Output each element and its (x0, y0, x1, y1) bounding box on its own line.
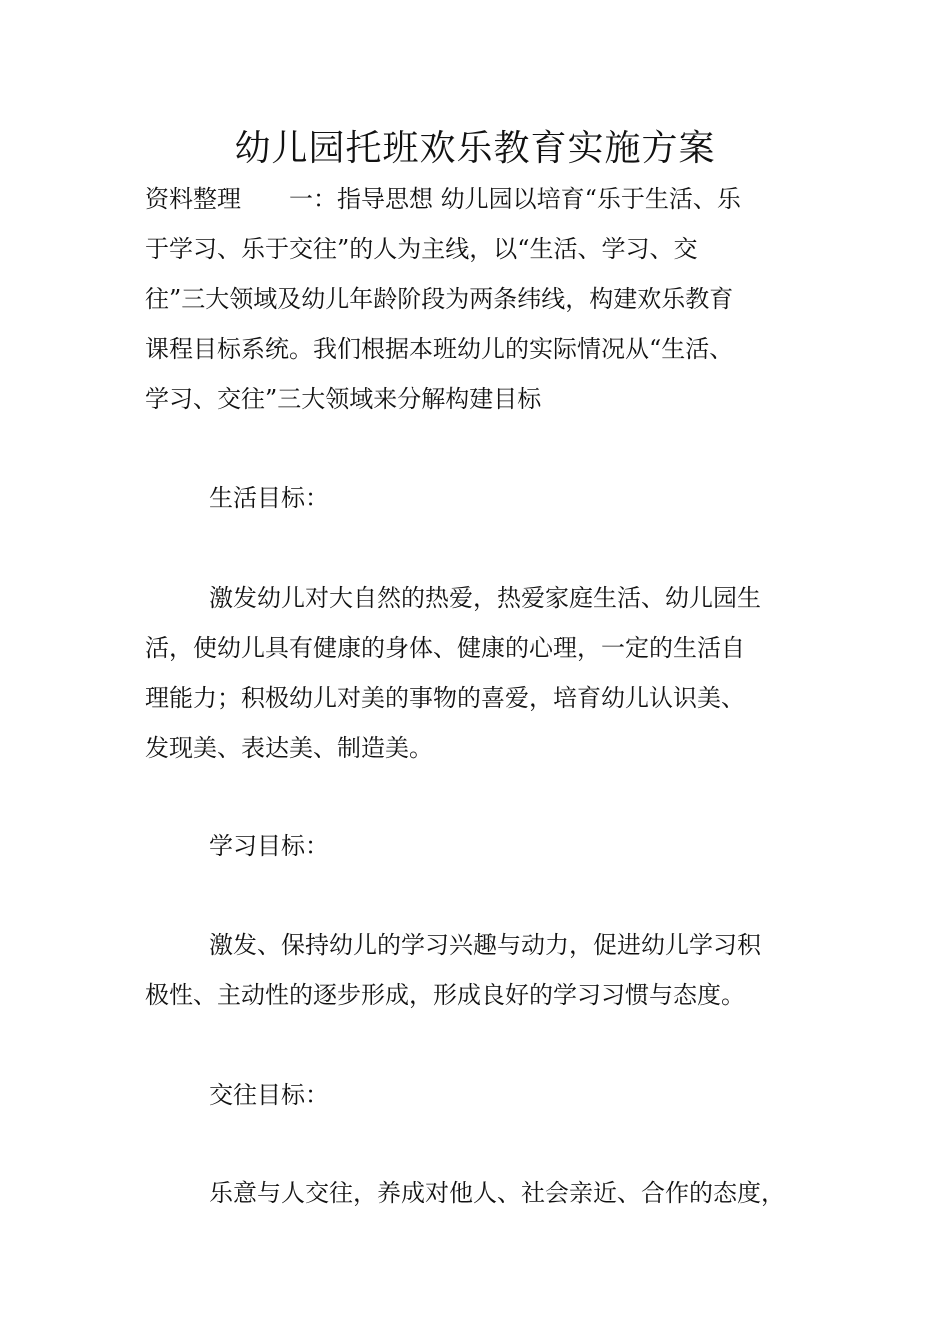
section-paragraph-study (145, 920, 815, 1020)
intro-line: 学习、交往”三大领域来分解构建目标 (145, 385, 542, 413)
paragraph-line: 理能力；积极幼儿对美的事物的喜爱，培育幼儿认识美、 (145, 684, 745, 712)
section-paragraph-social (145, 1168, 815, 1218)
section-heading-life: 生活目标： (209, 484, 329, 512)
intro-line: 资料整理 一：指导思想 幼儿园以培育“乐于生活、乐 (145, 185, 741, 213)
paragraph-line: 活，使幼儿具有健康的身体、健康的心理，一定的生活自 (145, 634, 745, 662)
paragraph-line: 发现美、表达美、制造美。 (145, 734, 433, 762)
intro-paragraph (145, 174, 815, 424)
paragraph-line: 激发幼儿对大自然的热爱，热爱家庭生活、幼儿园生 (209, 584, 761, 612)
paragraph-line: 激发、保持幼儿的学习兴趣与动力，促进幼儿学习积 (209, 931, 761, 959)
section-paragraph-life (145, 573, 815, 773)
section-heading-social: 交往目标： (209, 1081, 329, 1109)
document-title: 幼儿园托班欢乐教育实施方案 (234, 128, 716, 169)
intro-line: 于学习、乐于交往”的人为主线，以“生活、学习、交 (145, 235, 698, 263)
intro-line: 往”三大领域及幼儿年龄阶段为两条纬线，构建欢乐教育 (145, 285, 734, 313)
paragraph-line: 极性、主动性的逐步形成，形成良好的学习习惯与态度。 (145, 981, 745, 1009)
section-heading-study: 学习目标： (209, 832, 329, 860)
intro-line: 课程目标系统。我们根据本班幼儿的实际情况从“生活、 (145, 335, 734, 363)
paragraph-line: 乐意与人交往，养成对他人、社会亲近、合作的态度， (209, 1179, 785, 1207)
